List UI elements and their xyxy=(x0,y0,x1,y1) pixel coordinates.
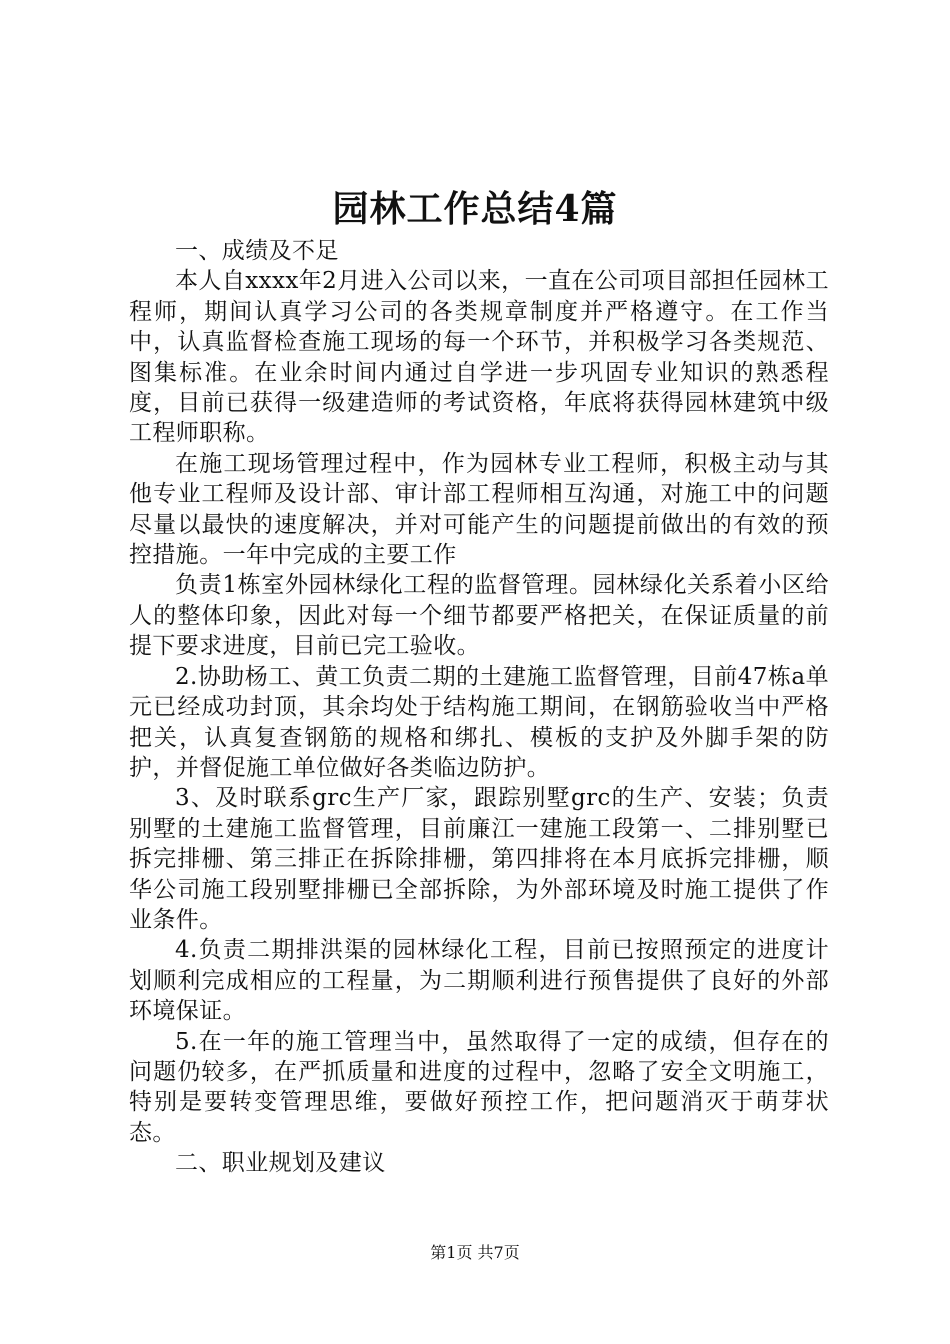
paragraph: 2.协助杨工、黄工负责二期的土建施工监督管理，目前47栋a单元已经成功封顶，其余均处于结构施工期间，在钢筋验收当中严格把关，认真复查钢筋的规格和绑扎、模板的支护及外脚手架的防护，并督促施工单位做好各类临边防护。 xyxy=(129,663,829,781)
paragraph: 本人自xxxx年2月进入公司以来，一直在公司项目部担任园林工程师，期间认真学习公司的各类规章制度并严格遵守。在工作当中，认真监督检查施工现场的每一个环节，并积极学习各类规范、图集标准。在业余时间内通过自学进一步巩固专业知识的熟悉程度，目前已获得一级建造师的考试资格，年底将获得园林建筑中级工程师职称。 xyxy=(129,268,829,447)
paragraph: 5.在一年的施工管理当中，虽然取得了一定的成绩，但存在的问题仍较多，在严抓质量和进度的过程中，忽略了安全文明施工，特别是要转变管理思维，要做好预控工作，把问题消灭于萌芽状态。 xyxy=(129,1028,829,1146)
paragraph-section-heading-1: 一、成绩及不足 xyxy=(175,238,339,264)
paragraph-section-heading-2: 二、职业规划及建议 xyxy=(175,1150,386,1177)
paragraph: 在施工现场管理过程中，作为园林专业工程师，积极主动与其他专业工程师及设计部、审计部工程师相互沟通，对施工中的问题尽量以最快的速度解决，并对可能产生的问题提前做出的有效的预控措施。一年中完成的主要工作 xyxy=(129,450,829,569)
document-body xyxy=(129,236,829,1179)
page-footer: 第1页 共7页 xyxy=(430,1243,520,1262)
paragraph: 负责1栋室外园林绿化工程的监督管理。园林绿化关系着小区给人的整体印象，因此对每一个细节都要严格把关，在保证质量的前提下要求进度，目前已完工验收。 xyxy=(129,572,829,660)
document-title: 园林工作总结4篇 xyxy=(332,188,618,230)
paragraph: 4.负责二期排洪渠的园林绿化工程，目前已按照预定的进度计划顺利完成相应的工程量，为二期顺利进行预售提供了良好的外部环境保证。 xyxy=(129,937,829,1025)
paragraph: 3、及时联系grc生产厂家，跟踪别墅grc的生产、安装；负责别墅的土建施工监督管理，目前廉江一建施工段第一、二排别墅已拆完排栅、第三排正在拆除排栅，第四排将在本月底拆完排栅，顺华公司施工段别墅排栅已全部拆除，为外部环境及时施工提供了作业条件。 xyxy=(129,785,829,933)
